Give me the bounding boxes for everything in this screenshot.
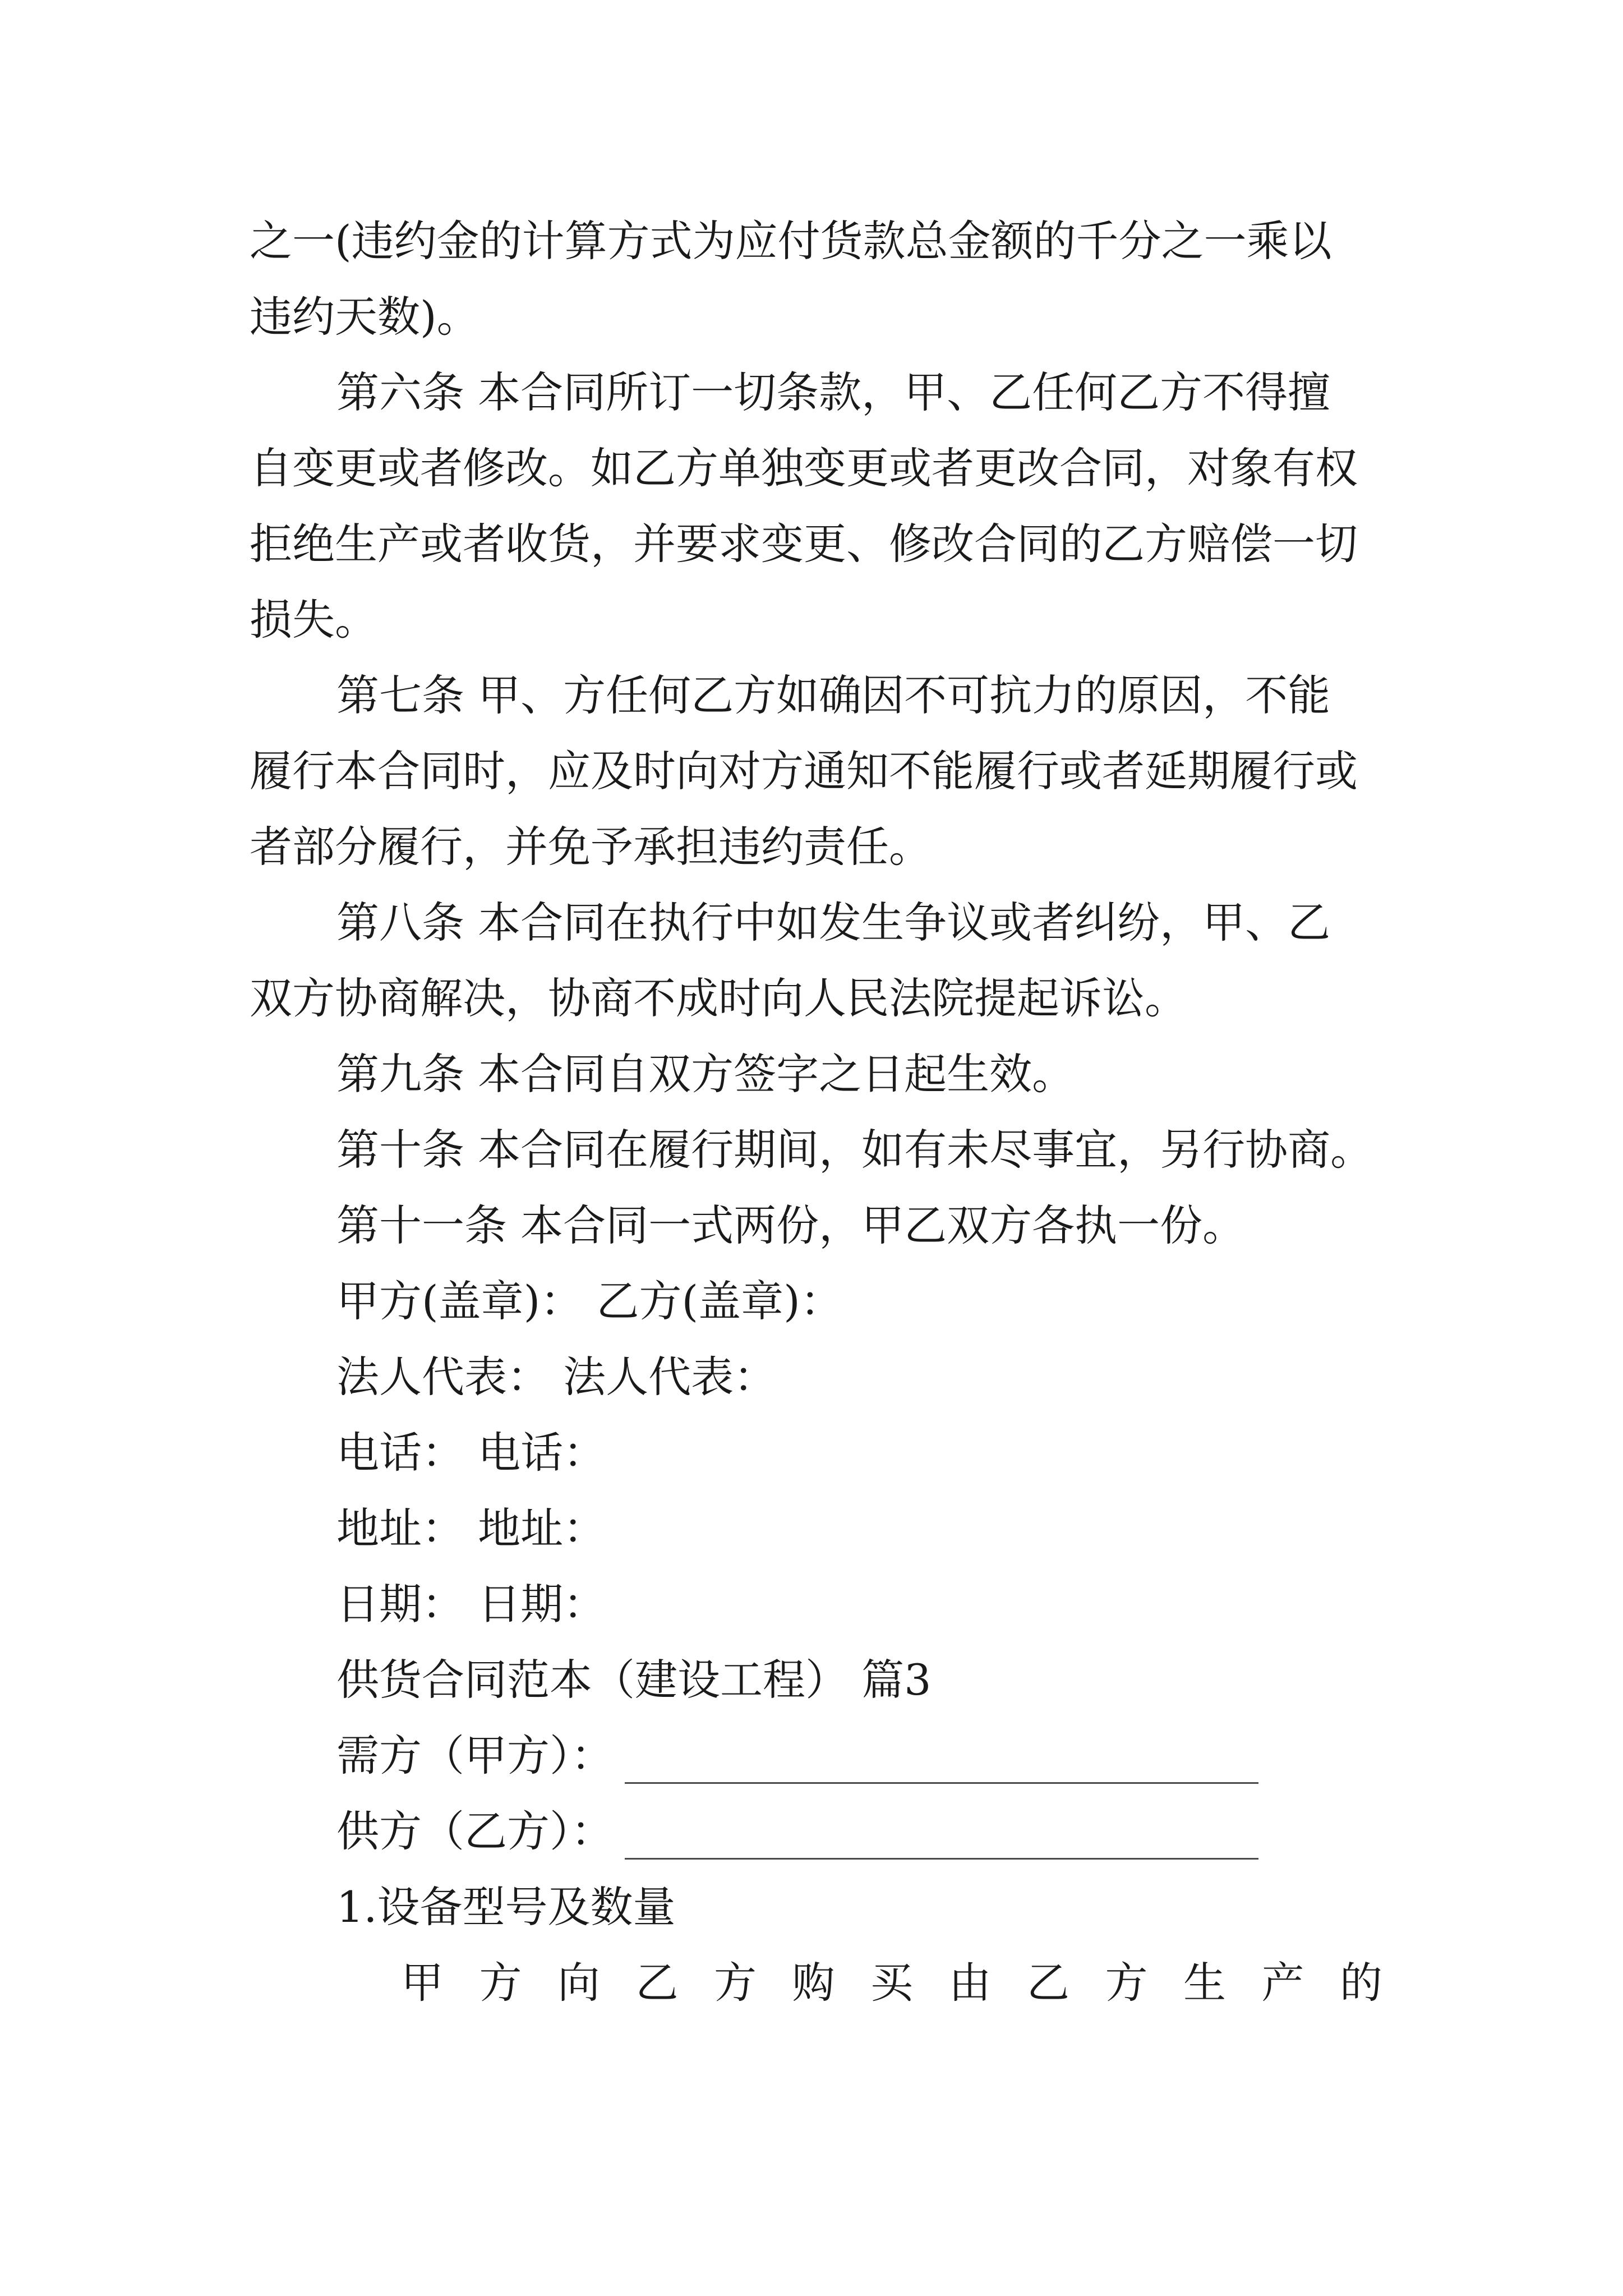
signature-seal-line: 甲方(盖章)： 乙方(盖章)：	[336, 1276, 843, 1326]
justified-char: 方	[479, 1958, 522, 2008]
paragraph-line: 损失。	[250, 595, 377, 645]
article-nine-line: 第九条 本合同自双方签字之日起生效。	[336, 1049, 1075, 1099]
buyer-field-row	[336, 1728, 1469, 1784]
buyer-blank-underline	[625, 1743, 1258, 1784]
buyer-field-label: 需方（甲方）：	[336, 1731, 614, 1780]
phone-line: 电话： 电话：	[336, 1428, 606, 1478]
supplier-field-row	[336, 1803, 1469, 1860]
justified-char: 乙	[1027, 1958, 1069, 2008]
clause-heading: 1.设备型号及数量	[336, 1882, 676, 1932]
justified-char: 乙	[635, 1958, 679, 2008]
legal-representative-line: 法人代表： 法人代表：	[336, 1352, 777, 1402]
paragraph-line: 者部分履行，并免予承担违约责任。	[250, 822, 932, 872]
paragraph-line: 拒绝生产或者收货，并要求变更、修改合同的乙方赔偿一切	[250, 519, 1358, 569]
justified-char: 产	[1261, 1958, 1304, 2008]
justified-char: 购	[792, 1958, 835, 2008]
article-eleven-line: 第十一条 本合同一式两份，甲乙双方各执一份。	[336, 1200, 1246, 1250]
justified-char: 甲	[401, 1958, 444, 2008]
paragraph-line: 双方协商解决，协商不成时向人民法院提起诉讼。	[250, 973, 1187, 1023]
paragraph-line: 之一(违约金的计算方式为应付货款总金额的千分之一乘以	[250, 216, 1332, 266]
justified-char: 由	[948, 1958, 992, 2008]
justified-char: 方	[714, 1958, 757, 2008]
justified-char: 的	[1340, 1958, 1382, 2008]
paragraph-line: 履行本合同时，应及时向对方通知不能履行或者延期履行或	[250, 746, 1358, 796]
article-six-heading-line: 第六条 本合同所订一切条款，甲、乙任何乙方不得擅	[336, 367, 1331, 417]
address-line: 地址： 地址：	[336, 1503, 606, 1553]
section-title: 供货合同范本（建设工程） 篇3	[336, 1655, 932, 1705]
justified-char: 方	[1105, 1958, 1148, 2008]
paragraph-line: 违约天数)。	[250, 292, 479, 342]
article-eight-heading-line: 第八条 本合同在执行中如发生争议或者纠纷，甲、乙	[336, 898, 1331, 947]
supplier-blank-underline	[625, 1819, 1258, 1860]
justified-char: 生	[1183, 1958, 1226, 2008]
paragraph-line: 自变更或者修改。如乙方单独变更或者更改合同，对象有权	[250, 443, 1358, 493]
justified-paragraph-line	[401, 1955, 1382, 2011]
supplier-field-label: 供方（乙方）：	[336, 1806, 614, 1856]
article-ten-line: 第十条 本合同在履行期间，如有未尽事宜，另行协商。	[336, 1125, 1373, 1175]
justified-char: 买	[870, 1958, 913, 2008]
date-line: 日期： 日期：	[336, 1579, 606, 1629]
justified-char: 向	[557, 1958, 600, 2008]
article-seven-heading-line: 第七条 甲、方任何乙方如确因不可抗力的原因，不能	[336, 670, 1331, 720]
